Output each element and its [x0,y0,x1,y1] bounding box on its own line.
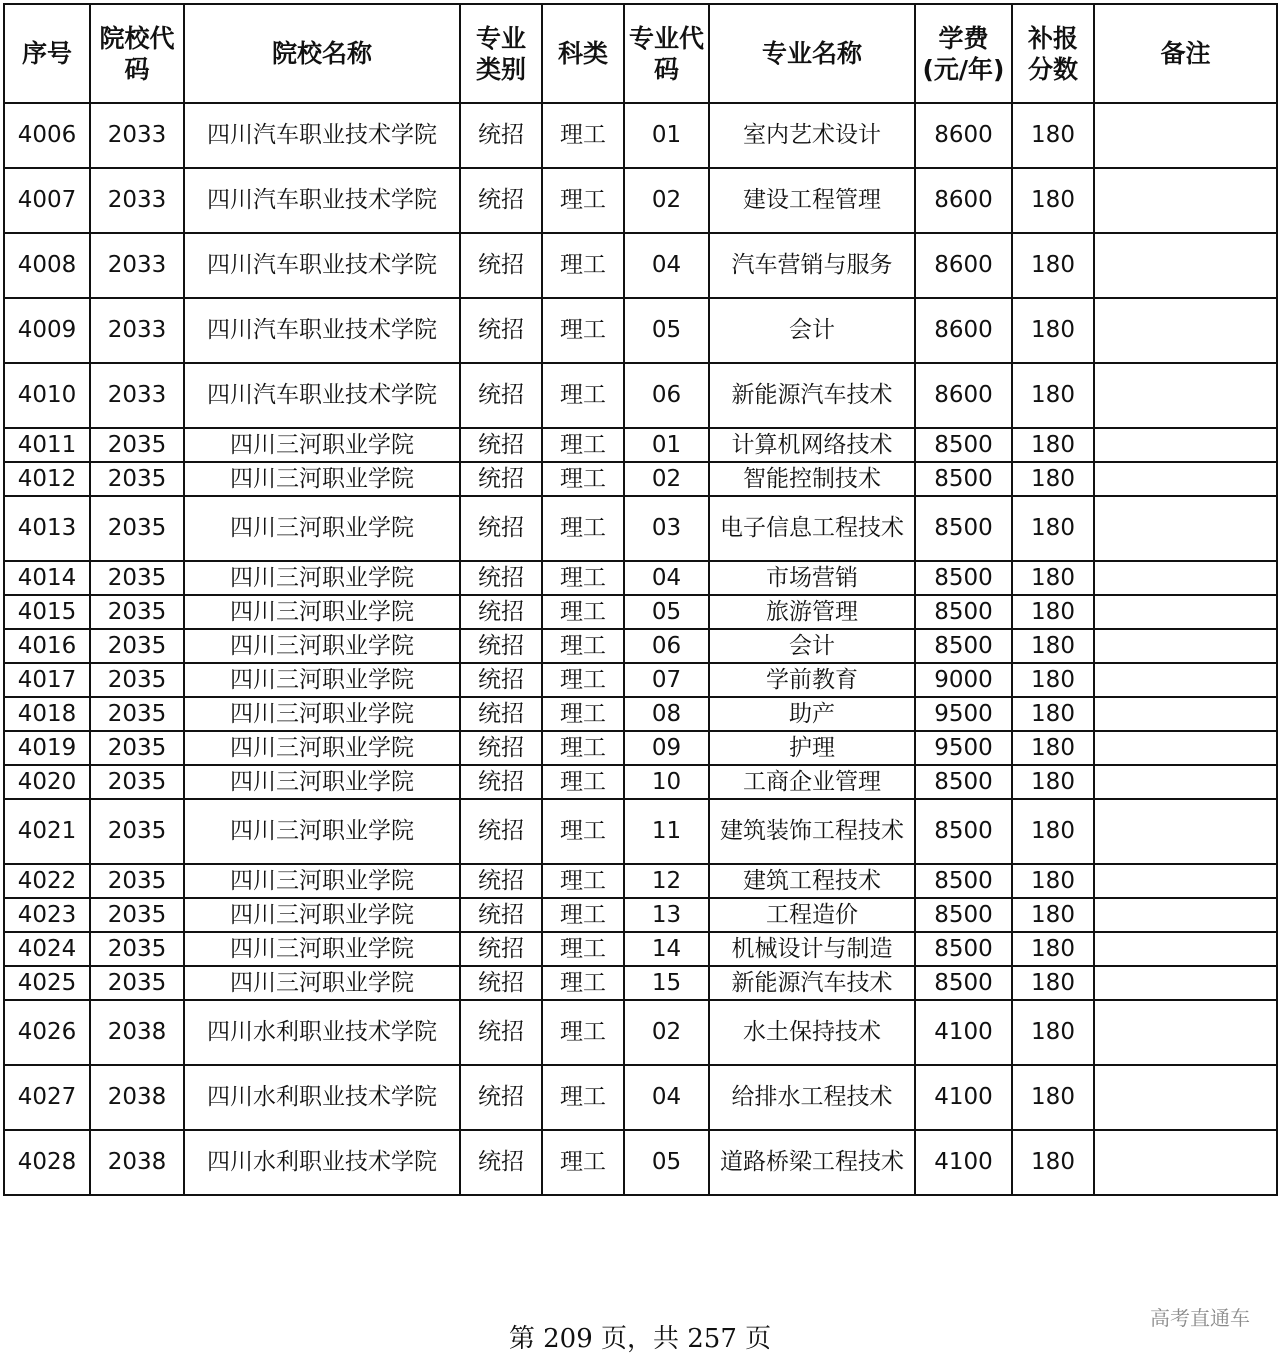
cell-school-code: 2035 [90,462,184,496]
cell-note [1094,168,1277,233]
cell-category: 统招 [460,233,542,298]
cell-note [1094,765,1277,799]
table-row [4,932,1277,966]
cell-note [1094,663,1277,697]
cell-major-code: 01 [624,428,709,462]
table-row [4,561,1277,595]
cell-subject: 理工 [542,496,624,561]
cell-seq: 4024 [4,932,90,966]
cell-school-name: 四川汽车职业技术学院 [184,168,460,233]
cell-school-name: 四川三河职业学院 [184,864,460,898]
cell-major-name: 建筑工程技术 [709,864,915,898]
cell-school-code: 2033 [90,298,184,363]
table-row [4,697,1277,731]
cell-school-code: 2035 [90,898,184,932]
cell-score: 180 [1012,428,1094,462]
table-row [4,233,1277,298]
cell-major-code: 09 [624,731,709,765]
cell-major-code: 10 [624,765,709,799]
cell-seq: 4025 [4,966,90,1000]
cell-note [1094,799,1277,864]
cell-category: 统招 [460,1130,542,1195]
cell-major-name: 建筑装饰工程技术 [709,799,915,864]
cell-school-code: 2035 [90,561,184,595]
cell-note [1094,298,1277,363]
cell-note [1094,731,1277,765]
cell-major-name: 室内艺术设计 [709,103,915,168]
cell-tuition: 8600 [915,233,1012,298]
cell-score: 180 [1012,898,1094,932]
header-subject: 科类 [542,4,624,103]
cell-score: 180 [1012,663,1094,697]
header-major-name: 专业名称 [709,4,915,103]
cell-note [1094,1000,1277,1065]
cell-subject: 理工 [542,799,624,864]
cell-school-name: 四川三河职业学院 [184,496,460,561]
cell-tuition: 8500 [915,864,1012,898]
header-seq: 序号 [4,4,90,103]
cell-subject: 理工 [542,765,624,799]
cell-major-code: 15 [624,966,709,1000]
cell-tuition: 8600 [915,363,1012,428]
cell-major-code: 02 [624,168,709,233]
cell-school-code: 2038 [90,1065,184,1130]
cell-tuition: 8500 [915,799,1012,864]
table-body [4,103,1277,1195]
cell-school-name: 四川汽车职业技术学院 [184,233,460,298]
cell-note [1094,103,1277,168]
cell-score: 180 [1012,363,1094,428]
cell-note [1094,363,1277,428]
header-category: 专业类别 [460,4,542,103]
cell-school-name: 四川三河职业学院 [184,629,460,663]
cell-note [1094,496,1277,561]
cell-category: 统招 [460,966,542,1000]
cell-score: 180 [1012,1130,1094,1195]
cell-tuition: 9500 [915,731,1012,765]
cell-school-name: 四川三河职业学院 [184,595,460,629]
cell-category: 统招 [460,168,542,233]
cell-school-name: 四川汽车职业技术学院 [184,298,460,363]
cell-seq: 4014 [4,561,90,595]
cell-subject: 理工 [542,561,624,595]
cell-seq: 4026 [4,1000,90,1065]
cell-school-name: 四川三河职业学院 [184,561,460,595]
cell-category: 统招 [460,898,542,932]
cell-score: 180 [1012,966,1094,1000]
cell-major-code: 05 [624,298,709,363]
table-row [4,799,1277,864]
cell-category: 统招 [460,595,542,629]
table-row [4,428,1277,462]
cell-major-code: 05 [624,1130,709,1195]
cell-category: 统招 [460,1065,542,1130]
cell-school-code: 2035 [90,629,184,663]
cell-subject: 理工 [542,233,624,298]
cell-school-name: 四川汽车职业技术学院 [184,363,460,428]
cell-score: 180 [1012,462,1094,496]
cell-school-code: 2038 [90,1130,184,1195]
cell-score: 180 [1012,932,1094,966]
cell-school-code: 2035 [90,864,184,898]
cell-tuition: 8600 [915,168,1012,233]
cell-subject: 理工 [542,298,624,363]
cell-seq: 4006 [4,103,90,168]
cell-school-code: 2035 [90,496,184,561]
header-tuition: 学费(元/年) [915,4,1012,103]
cell-subject: 理工 [542,428,624,462]
cell-major-name: 护理 [709,731,915,765]
cell-school-code: 2035 [90,663,184,697]
cell-major-code: 02 [624,462,709,496]
cell-school-name: 四川三河职业学院 [184,898,460,932]
cell-tuition: 8500 [915,561,1012,595]
cell-school-name: 四川三河职业学院 [184,765,460,799]
cell-major-name: 汽车营销与服务 [709,233,915,298]
cell-subject: 理工 [542,864,624,898]
header-school-name: 院校名称 [184,4,460,103]
cell-score: 180 [1012,731,1094,765]
cell-subject: 理工 [542,363,624,428]
cell-school-name: 四川水利职业技术学院 [184,1065,460,1130]
cell-seq: 4015 [4,595,90,629]
table-row [4,966,1277,1000]
cell-school-code: 2035 [90,966,184,1000]
cell-school-code: 2035 [90,799,184,864]
cell-school-code: 2035 [90,697,184,731]
cell-seq: 4010 [4,363,90,428]
cell-major-name: 助产 [709,697,915,731]
cell-note [1094,561,1277,595]
cell-subject: 理工 [542,932,624,966]
header-school-code: 院校代码 [90,4,184,103]
cell-score: 180 [1012,298,1094,363]
cell-major-name: 会计 [709,298,915,363]
header-row [4,4,1277,103]
cell-score: 180 [1012,765,1094,799]
header-major-code: 专业代码 [624,4,709,103]
cell-score: 180 [1012,595,1094,629]
cell-tuition: 9500 [915,697,1012,731]
cell-tuition: 8500 [915,428,1012,462]
cell-score: 180 [1012,168,1094,233]
cell-school-name: 四川三河职业学院 [184,462,460,496]
cell-subject: 理工 [542,898,624,932]
cell-school-code: 2033 [90,233,184,298]
table-row [4,765,1277,799]
cell-tuition: 8500 [915,765,1012,799]
cell-major-name: 智能控制技术 [709,462,915,496]
cell-note [1094,697,1277,731]
cell-major-name: 建设工程管理 [709,168,915,233]
cell-major-code: 11 [624,799,709,864]
cell-major-name: 市场营销 [709,561,915,595]
cell-tuition: 8500 [915,496,1012,561]
cell-category: 统招 [460,697,542,731]
header-score: 补报分数 [1012,4,1094,103]
table-row [4,731,1277,765]
cell-major-code: 08 [624,697,709,731]
cell-school-name: 四川三河职业学院 [184,932,460,966]
admissions-table [3,3,1278,1196]
cell-major-name: 给排水工程技术 [709,1065,915,1130]
cell-score: 180 [1012,1000,1094,1065]
cell-school-code: 2033 [90,168,184,233]
cell-major-name: 新能源汽车技术 [709,966,915,1000]
cell-seq: 4011 [4,428,90,462]
cell-tuition: 4100 [915,1000,1012,1065]
table-row [4,363,1277,428]
cell-score: 180 [1012,1065,1094,1130]
cell-major-code: 04 [624,1065,709,1130]
table-row [4,298,1277,363]
cell-seq: 4027 [4,1065,90,1130]
cell-tuition: 8500 [915,898,1012,932]
cell-category: 统招 [460,663,542,697]
cell-school-code: 2035 [90,765,184,799]
cell-subject: 理工 [542,629,624,663]
cell-tuition: 8600 [915,298,1012,363]
cell-tuition: 4100 [915,1130,1012,1195]
cell-major-code: 06 [624,629,709,663]
cell-school-name: 四川三河职业学院 [184,966,460,1000]
cell-major-name: 电子信息工程技术 [709,496,915,561]
cell-subject: 理工 [542,103,624,168]
cell-school-code: 2035 [90,595,184,629]
cell-note [1094,864,1277,898]
cell-major-code: 06 [624,363,709,428]
watermark: 高考直通车 [1150,1306,1250,1330]
cell-score: 180 [1012,864,1094,898]
cell-major-name: 计算机网络技术 [709,428,915,462]
cell-category: 统招 [460,298,542,363]
cell-major-name: 机械设计与制造 [709,932,915,966]
table-row [4,1000,1277,1065]
cell-score: 180 [1012,103,1094,168]
cell-major-code: 04 [624,233,709,298]
cell-category: 统招 [460,932,542,966]
table-row [4,168,1277,233]
cell-score: 180 [1012,233,1094,298]
cell-seq: 4018 [4,697,90,731]
cell-note [1094,428,1277,462]
cell-seq: 4012 [4,462,90,496]
cell-major-name: 旅游管理 [709,595,915,629]
cell-tuition: 8500 [915,932,1012,966]
cell-school-name: 四川水利职业技术学院 [184,1000,460,1065]
cell-category: 统招 [460,731,542,765]
cell-seq: 4028 [4,1130,90,1195]
cell-category: 统招 [460,496,542,561]
cell-major-name: 道路桥梁工程技术 [709,1130,915,1195]
cell-score: 180 [1012,697,1094,731]
cell-major-name: 学前教育 [709,663,915,697]
cell-major-code: 02 [624,1000,709,1065]
cell-school-code: 2035 [90,731,184,765]
cell-seq: 4017 [4,663,90,697]
cell-major-name: 新能源汽车技术 [709,363,915,428]
cell-category: 统招 [460,765,542,799]
table-row [4,864,1277,898]
cell-school-name: 四川水利职业技术学院 [184,1130,460,1195]
cell-category: 统招 [460,462,542,496]
cell-school-code: 2038 [90,1000,184,1065]
cell-category: 统招 [460,864,542,898]
cell-seq: 4020 [4,765,90,799]
cell-subject: 理工 [542,1065,624,1130]
cell-seq: 4019 [4,731,90,765]
table-row [4,663,1277,697]
cell-note [1094,233,1277,298]
cell-seq: 4016 [4,629,90,663]
cell-major-code: 01 [624,103,709,168]
cell-major-code: 07 [624,663,709,697]
cell-major-code: 14 [624,932,709,966]
cell-note [1094,1065,1277,1130]
table-row [4,496,1277,561]
cell-major-code: 04 [624,561,709,595]
cell-major-code: 12 [624,864,709,898]
cell-school-name: 四川三河职业学院 [184,663,460,697]
cell-tuition: 9000 [915,663,1012,697]
cell-school-code: 2035 [90,428,184,462]
cell-score: 180 [1012,561,1094,595]
cell-category: 统招 [460,1000,542,1065]
cell-tuition: 8600 [915,103,1012,168]
cell-seq: 4023 [4,898,90,932]
cell-category: 统招 [460,103,542,168]
cell-seq: 4022 [4,864,90,898]
cell-school-name: 四川三河职业学院 [184,428,460,462]
cell-subject: 理工 [542,663,624,697]
cell-subject: 理工 [542,1000,624,1065]
cell-subject: 理工 [542,168,624,233]
cell-major-name: 会计 [709,629,915,663]
cell-subject: 理工 [542,595,624,629]
cell-major-name: 水土保持技术 [709,1000,915,1065]
cell-major-name: 工程造价 [709,898,915,932]
cell-seq: 4021 [4,799,90,864]
cell-tuition: 8500 [915,462,1012,496]
table-row [4,103,1277,168]
cell-note [1094,462,1277,496]
cell-subject: 理工 [542,462,624,496]
cell-school-name: 四川汽车职业技术学院 [184,103,460,168]
cell-note [1094,966,1277,1000]
cell-seq: 4013 [4,496,90,561]
table-row [4,898,1277,932]
cell-school-name: 四川三河职业学院 [184,731,460,765]
cell-category: 统招 [460,561,542,595]
cell-school-code: 2033 [90,363,184,428]
table-row [4,1065,1277,1130]
cell-note [1094,1130,1277,1195]
cell-seq: 4009 [4,298,90,363]
table-row [4,595,1277,629]
cell-score: 180 [1012,629,1094,663]
cell-subject: 理工 [542,731,624,765]
table-row [4,1130,1277,1195]
cell-major-code: 13 [624,898,709,932]
cell-major-code: 05 [624,595,709,629]
header-note: 备注 [1094,4,1277,103]
cell-category: 统招 [460,363,542,428]
cell-tuition: 8500 [915,629,1012,663]
cell-subject: 理工 [542,697,624,731]
cell-note [1094,932,1277,966]
cell-seq: 4008 [4,233,90,298]
cell-school-code: 2035 [90,932,184,966]
cell-tuition: 8500 [915,595,1012,629]
page-number: 第 209 页，共 257 页 [508,1324,772,1354]
cell-subject: 理工 [542,966,624,1000]
cell-tuition: 8500 [915,966,1012,1000]
cell-note [1094,629,1277,663]
cell-category: 统招 [460,629,542,663]
table-row [4,629,1277,663]
cell-school-name: 四川三河职业学院 [184,697,460,731]
cell-major-code: 03 [624,496,709,561]
table-row [4,462,1277,496]
cell-score: 180 [1012,799,1094,864]
cell-score: 180 [1012,496,1094,561]
cell-major-name: 工商企业管理 [709,765,915,799]
cell-tuition: 4100 [915,1065,1012,1130]
cell-school-name: 四川三河职业学院 [184,799,460,864]
cell-category: 统招 [460,428,542,462]
cell-subject: 理工 [542,1130,624,1195]
cell-category: 统招 [460,799,542,864]
cell-school-code: 2033 [90,103,184,168]
cell-note [1094,595,1277,629]
cell-note [1094,898,1277,932]
cell-seq: 4007 [4,168,90,233]
